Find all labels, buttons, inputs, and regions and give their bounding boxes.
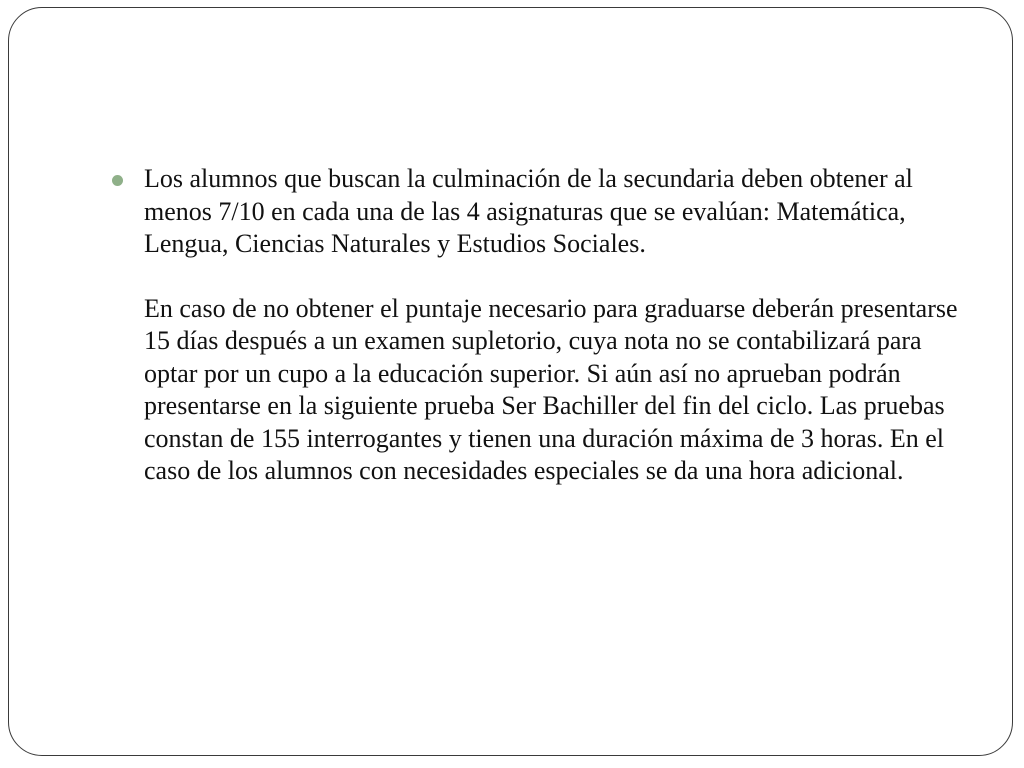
slide-content	[112, 163, 972, 488]
paragraph-supplementary-exam: En caso de no obtener el puntaje necesario para graduarse deberán presentarse 15 días después a un examen supletorio, cuya nota no se contabilizará para optar por un cupo a la educación superior. Si aún así no aprueban podrán presentarse en la siguiente prueba Ser Bachiller del fin del ciclo. Las pruebas constan de 155 interrogantes y tienen una duración máxima de 3 horas. En el caso de los alumnos con necesidades especiales se da una hora adicional.	[144, 293, 958, 485]
bullet-text	[144, 163, 972, 488]
paragraph-requirements: Los alumnos que buscan la culminación de la secundaria deben obtener al menos 7/10 en cada una de las 4 asignaturas que se evalúan: Matemática, Lengua, Ciencias Naturales y Estudios Sociales.	[144, 164, 913, 258]
bullet-item	[112, 163, 972, 488]
bullet-dot-icon	[112, 175, 123, 186]
